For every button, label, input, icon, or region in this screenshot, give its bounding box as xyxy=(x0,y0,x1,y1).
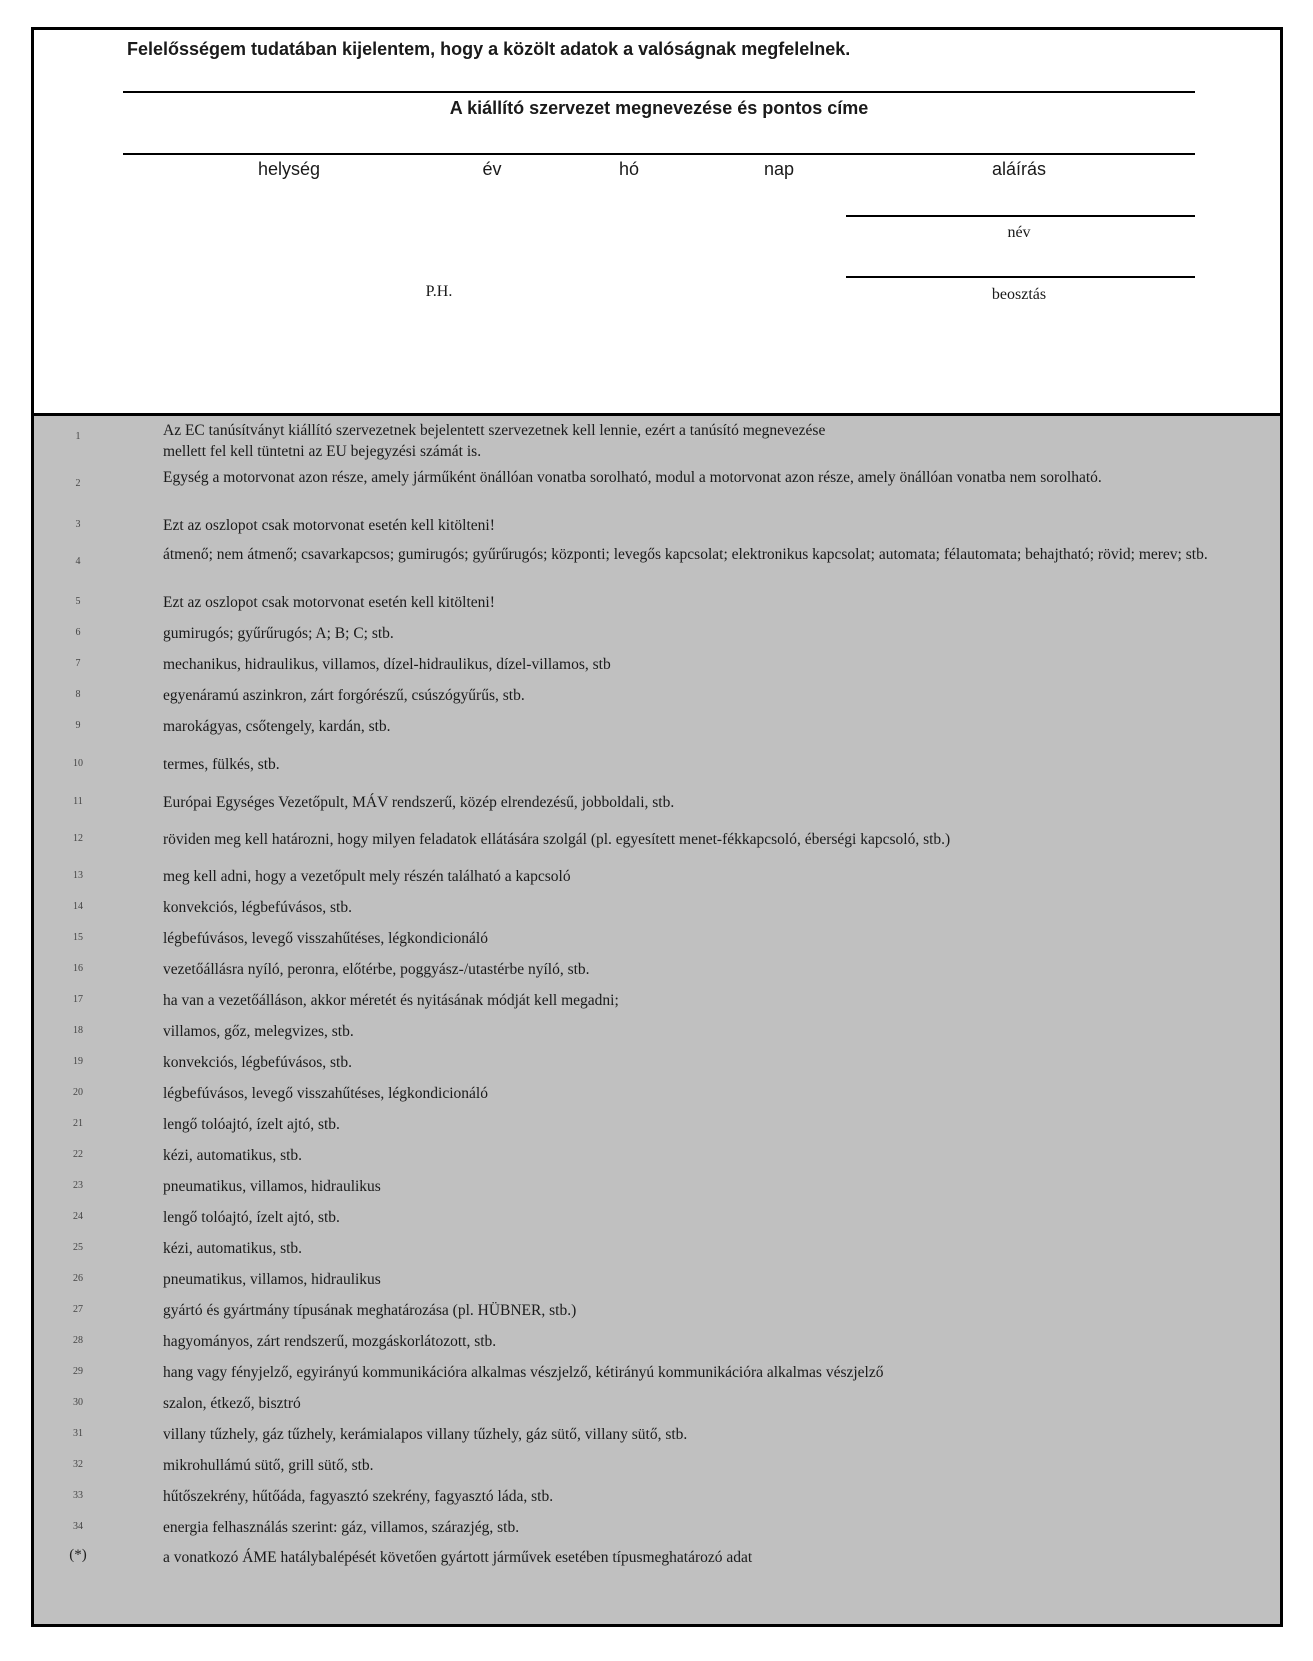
footnote-text: hagyományos, zárt rendszerű, mozgáskorlátozott, stb. xyxy=(163,1333,497,1350)
footnote-text: légbefúvásos, levegő visszahűtéses, légkondicionáló xyxy=(163,930,488,947)
footnote-text: Európai Egységes Vezetőpult, MÁV rendszerű, közép elrendezésű, jobboldali, stb. xyxy=(163,794,675,811)
footnote-text: meg kell adni, hogy a vezetőpult mely részén található a kapcsoló xyxy=(163,868,571,885)
footnote-text: gyártó és gyártmány típusának meghatározása (pl. HÜBNER, stb.) xyxy=(163,1302,577,1319)
footnote-number: 19 xyxy=(73,1056,83,1067)
footnote-number: 29 xyxy=(73,1366,83,1377)
footnote-text: vezetőállásra nyíló, peronra, előtérbe, poggyász-/utastérbe nyíló, stb. xyxy=(163,961,590,978)
footnote-text: átmenő; nem átmenő; csavarkapcsos; gumirugós; gyűrűrugós; központi; levegős kapcsolat; elektronikus kapcsolat; automata; félautomata; behajtható; rövid; merev; stb. xyxy=(163,546,1208,563)
footnote-number: 21 xyxy=(73,1118,83,1129)
footnote-number: 24 xyxy=(73,1211,83,1222)
footnote-number: 16 xyxy=(73,963,83,974)
year-label: év xyxy=(482,159,502,179)
footnote-text: lengő tolóajtó, ízelt ajtó, stb. xyxy=(163,1209,340,1226)
declaration-text: Felelősségem tudatában kijelentem, hogy a közölt adatok a valóságnak megfelelnek. xyxy=(127,39,851,59)
footnote-text: szalon, étkező, bisztró xyxy=(163,1395,301,1412)
footnote-number: 34 xyxy=(73,1521,83,1532)
footnote-text: gumirugós; gyűrűrugós; A; B; C; stb. xyxy=(163,625,394,642)
footnote-text: energia felhasználás szerint: gáz, villamos, szárazjég, stb. xyxy=(163,1519,520,1536)
footnote-text: Az EC tanúsítványt kiállító szervezetnek bejelentett szervezetnek kell lennie, ezért a tanúsító megnevezése mellett fel kell tüntetni az EU bejegyzési számát is. xyxy=(163,422,826,460)
footnote-text: lengő tolóajtó, ízelt ajtó, stb. xyxy=(163,1116,340,1133)
footnote-number: 2 xyxy=(75,478,81,489)
footnote-text: marokágyas, csőtengely, kardán, stb. xyxy=(163,718,391,735)
footnote-text: Egység a motorvonat azon része, amely járműként önállóan vonatba sorolható, modul a motorvonat azon része, amely önállóan vonatba nem sorolható. xyxy=(163,469,1102,486)
footnote-number: 13 xyxy=(73,870,83,881)
footnote-text: a vonatkozó ÁME hatálybalépését követően gyártott járművek esetében típusmeghatározó adat xyxy=(163,1549,753,1566)
footnote-text: mechanikus, hidraulikus, villamos, dízel-hidraulikus, dízel-villamos, stb xyxy=(163,656,611,673)
date-line xyxy=(123,153,1195,155)
footnote-number: 23 xyxy=(73,1180,83,1191)
footnote-text: konvekciós, légbefúvásos, stb. xyxy=(163,899,352,916)
footnote-text: kézi, automatikus, stb. xyxy=(163,1147,303,1164)
position-line xyxy=(846,276,1195,278)
position-label: beosztás xyxy=(991,286,1047,303)
footnote-number: 18 xyxy=(73,1025,83,1036)
declaration-section xyxy=(34,30,1280,416)
footnote-number: 31 xyxy=(73,1428,83,1439)
footnote-text: hűtőszekrény, hűtőáda, fagyasztó szekrény, fagyasztó láda, stb. xyxy=(163,1488,554,1505)
footnote-number: 12 xyxy=(73,833,83,844)
org-line xyxy=(123,91,1195,93)
name-line xyxy=(846,215,1195,217)
footnote-number: 17 xyxy=(73,994,83,1005)
signature-label: aláírás xyxy=(991,159,1047,179)
place-label: helység xyxy=(257,159,321,179)
footnote-text: ha van a vezetőálláson, akkor méretét és nyitásának módját kell megadni; xyxy=(163,992,619,1009)
footnote-number: 26 xyxy=(73,1273,83,1284)
footnote-number: 9 xyxy=(75,720,81,731)
footnote-number: (*) xyxy=(69,1547,87,1563)
footnote-number: 1 xyxy=(75,431,81,442)
footnote-text: pneumatikus, villamos, hidraulikus xyxy=(163,1178,381,1195)
footnote-text: pneumatikus, villamos, hidraulikus xyxy=(163,1271,381,1288)
footnote-number: 25 xyxy=(73,1242,83,1253)
form-frame xyxy=(31,27,1283,1627)
org-label: A kiállító szervezet megnevezése és pontos címe xyxy=(449,98,869,118)
footnote-number: 10 xyxy=(73,758,83,769)
footnote-number: 30 xyxy=(73,1397,83,1408)
footnote-number: 6 xyxy=(75,627,81,638)
footnote-number: 32 xyxy=(73,1459,83,1470)
footnote-text: légbefúvásos, levegő visszahűtéses, légkondicionáló xyxy=(163,1085,488,1102)
footnote-text: konvekciós, légbefúvásos, stb. xyxy=(163,1054,352,1071)
footnote-number: 15 xyxy=(73,932,83,943)
footnotes-section xyxy=(34,416,1280,1624)
footnote-number: 33 xyxy=(73,1490,83,1501)
month-label: hó xyxy=(618,159,640,179)
stamp-label: P.H. xyxy=(425,283,453,300)
footnote-text: Ezt az oszlopot csak motorvonat esetén kell kitölteni! xyxy=(163,517,495,534)
footnote-text: hang vagy fényjelző, egyirányú kommunikációra alkalmas vészjelző, kétirányú kommunikációra alkalmas vészjelző xyxy=(163,1364,884,1381)
footnote-text: villany tűzhely, gáz tűzhely, kerámialapos villany tűzhely, gáz sütő, villany sütő, stb. xyxy=(163,1426,688,1443)
footnote-number: 3 xyxy=(75,519,81,530)
footnote-number: 14 xyxy=(73,901,83,912)
footnote-number: 28 xyxy=(73,1335,83,1346)
footnote-number: 4 xyxy=(75,556,81,567)
footnote-number: 27 xyxy=(73,1304,83,1315)
footnote-number: 22 xyxy=(73,1149,83,1160)
footnote-text: termes, fülkés, stb. xyxy=(163,756,280,773)
footnote-text: Ezt az oszlopot csak motorvonat esetén kell kitölteni! xyxy=(163,594,495,611)
footnote-number: 5 xyxy=(75,596,81,607)
name-label: név xyxy=(1007,224,1031,241)
footnote-text: kézi, automatikus, stb. xyxy=(163,1240,303,1257)
footnote-number: 11 xyxy=(73,796,83,807)
footnote-text: röviden meg kell határozni, hogy milyen feladatok ellátására szolgál (pl. egyesített menet-fékkapcsoló, éberségi kapcsoló, stb.) xyxy=(163,831,951,848)
footnote-number: 7 xyxy=(75,658,81,669)
footnote-text: mikrohullámú sütő, grill sütő, stb. xyxy=(163,1457,374,1474)
footnote-number: 20 xyxy=(73,1087,83,1098)
footnote-number: 8 xyxy=(75,689,81,700)
footnote-text: villamos, gőz, melegvizes, stb. xyxy=(163,1023,354,1040)
footnote-text: egyenáramú aszinkron, zárt forgórészű, csúszógyűrűs, stb. xyxy=(163,687,525,704)
day-label: nap xyxy=(763,159,795,179)
